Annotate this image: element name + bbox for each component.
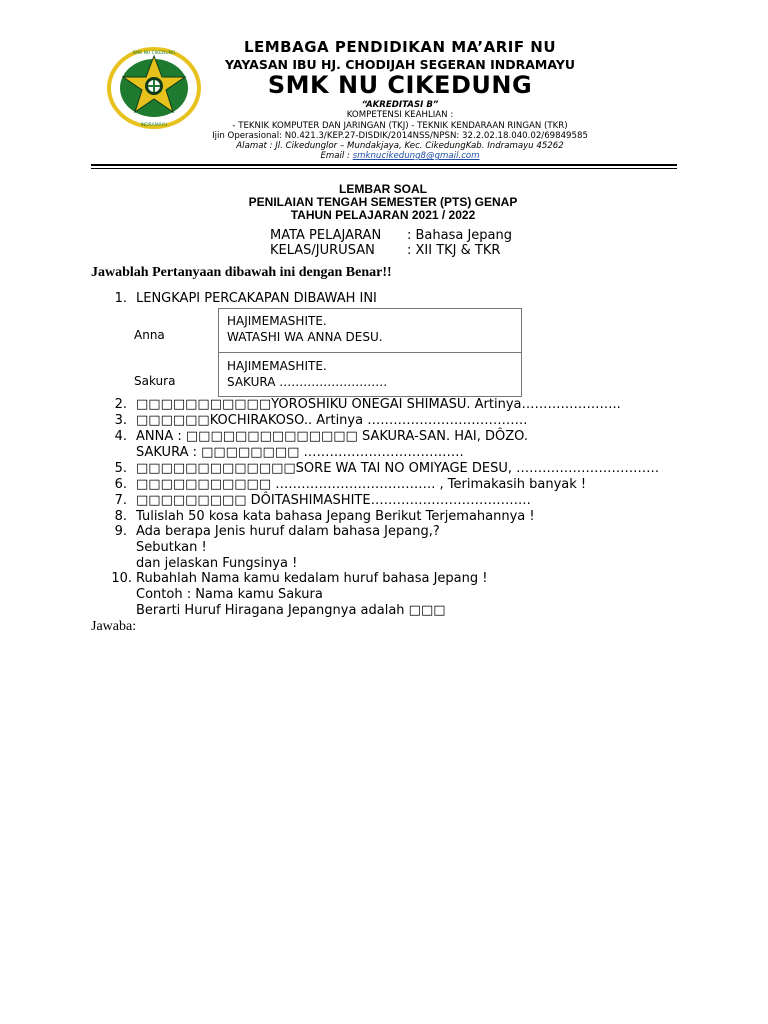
question-text: Tulislah 50 kosa kata bahasa Jepang Berikut Terjemahannya ! (136, 509, 535, 524)
question-text: LENGKAPI PERCAKAPAN DIBAWAH INI (136, 291, 377, 306)
question-number: 1. (114, 291, 127, 306)
subject-value: : Bahasa Jepang (407, 228, 513, 243)
question-number: 4. (114, 429, 127, 444)
question-text: □□□□□□□□□ DÔITASHIMASHITE………………………………. (136, 493, 531, 508)
email-label: Email : (320, 151, 353, 161)
question-text: □□□□□□□□□□□□□SORE WA TAI NO OMIYAGE DESU, …………………………… (136, 461, 660, 476)
conversation-table (128, 308, 522, 397)
accreditation: “AKREDITASI B” (361, 100, 439, 110)
question-text: ANNA : □□□□□□□□□□□□□□ SAKURA-SAN. HAI, DÔZO. (136, 429, 528, 444)
svg-text:INDRAMAYU: INDRAMAYU (140, 123, 168, 128)
conversation-row (128, 353, 522, 397)
question-number: 10. (111, 571, 132, 586)
question-text: Contoh : Nama kamu Sakura (136, 587, 323, 602)
question-text: Sebutkan ! (136, 540, 207, 555)
academic-year: TAHUN PELAJARAN 2021 / 2022 (290, 208, 476, 222)
dialogue-line: SAKURA ……………………… (227, 375, 388, 389)
question-text: dan jelaskan Fungsinya ! (136, 556, 298, 571)
competency-label: KOMPETENSI KEAHLIAN : (346, 110, 454, 120)
dialogue-cell (219, 353, 522, 397)
svg-text:SMK NU CIKEDUNG: SMK NU CIKEDUNG (132, 51, 176, 56)
dialogue-line: HAJIMEMASHITE. (227, 314, 327, 328)
question-text: □□□□□□KOCHIRAKOSO.. Artinya ………………………………. (136, 413, 528, 428)
subject-label: MATA PELAJARAN (270, 228, 382, 243)
school-name: SMK NU CIKEDUNG (267, 71, 533, 99)
question-number: 2. (114, 397, 127, 412)
conversation-row (128, 309, 522, 353)
speaker-name: Sakura (134, 373, 176, 388)
question-number: 9. (114, 524, 127, 539)
email-line (180, 151, 620, 161)
institution-name: LEMBAGA PENDIDIKAN MA’ARIF NU (243, 38, 557, 56)
question-text: Ada berapa Jenis huruf dalam bahasa Jepang,? (136, 524, 440, 539)
question-text: □□□□□□□□□□□YOROSHIKU ONEGAI SHIMASU. Artinya………………….. (136, 397, 621, 412)
dialogue-line: WATASHI WA ANNA DESU. (227, 330, 383, 344)
exam-title: PENILAIAN TENGAH SEMESTER (PTS) GENAP (248, 195, 518, 209)
question-number: 8. (114, 509, 127, 524)
question-text: SAKURA : □□□□□□□□ ………………………………. (136, 445, 464, 460)
question-text: Berarti Huruf Hiragana Jepangnya adalah □□□ (136, 603, 446, 618)
header-divider-thin (91, 168, 677, 169)
dialogue-line: HAJIMEMASHITE. (227, 359, 327, 373)
speaker-name: Anna (134, 327, 165, 342)
question-text: □□□□□□□□□□□ ………………………………. , Terimakasih banyak ! (136, 477, 587, 492)
email-link[interactable]: smknucikedung8@gmail.com (352, 151, 480, 161)
dialogue-cell (219, 309, 522, 353)
class-value: : XII TKJ & TKR (407, 243, 501, 258)
question-number: 6. (114, 477, 127, 492)
address: Alamat : Jl. Cikedunglor – Mundakjaya, Kec. CikedungKab. Indramayu 45262 (236, 141, 564, 151)
question-number: 7. (114, 493, 127, 508)
competency-list: - TEKNIK KOMPUTER DAN JARINGAN (TKJ) - TEKNIK KENDARAAN RINGAN (TKR) (232, 121, 568, 131)
foundation-name: YAYASAN IBU HJ. CHODIJAH SEGERAN INDRAMAYU (224, 57, 576, 72)
question-text: Rubahlah Nama kamu kedalam huruf bahasa Jepang ! (136, 571, 488, 586)
instruction: Jawablah Pertanyaan dibawah ini dengan Benar!! (91, 265, 392, 280)
class-label: KELAS/JURUSAN (270, 243, 375, 258)
question-number: 3. (114, 413, 127, 428)
header-divider-thick (91, 164, 677, 166)
license-info: Ijin Operasional: N0.421.3/KEP.27-DISDIK/2014NSS/NPSN: 32.2.02.18.040.02/69849585 (212, 131, 588, 141)
sheet-title: LEMBAR SOAL (339, 182, 427, 196)
question-number: 5. (114, 461, 127, 476)
answer-label: Jawaba: (91, 619, 137, 634)
